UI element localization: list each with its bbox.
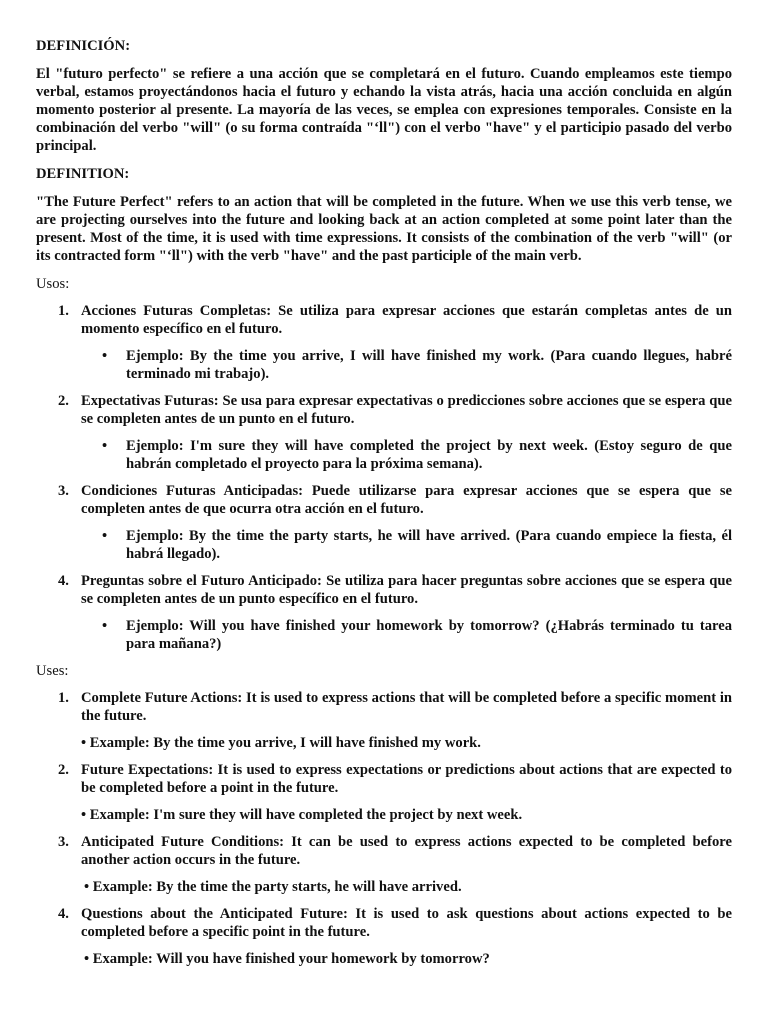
example-bullet — [81, 347, 732, 383]
list-number: 3. — [58, 483, 69, 499]
uses-item — [36, 689, 732, 752]
uses-item — [36, 833, 732, 896]
example-text: Ejemplo: I'm sure they will have completed the project by next week. (Estoy seguro de que habrán completado el proyecto para la próxima semana). — [126, 438, 732, 472]
list-number: 4. — [58, 573, 69, 589]
bullet-icon: • — [102, 528, 108, 544]
example-text: Ejemplo: By the time the party starts, he will have arrived. (Para cuando empiece la fiesta, él habrá llegado). — [126, 528, 732, 562]
example-text: • Example: By the time you arrive, I will have finished my work. — [81, 735, 481, 751]
list-number: 2. — [58, 393, 69, 409]
list-number: 1. — [58, 690, 69, 706]
list-number: 4. — [58, 906, 69, 922]
example-text: • Example: I'm sure they will have completed the project by next week. — [81, 807, 523, 823]
uses-item — [36, 905, 732, 968]
usos-list — [36, 302, 732, 653]
uses-item — [36, 761, 732, 824]
uses-item-text: Anticipated Future Conditions: It can be used to express actions expected to be completed before another action occurs in the future. — [81, 834, 732, 868]
example-text: Ejemplo: By the time you arrive, I will have finished my work. (Para cuando llegues, habré terminado mi trabajo). — [126, 348, 732, 382]
usos-item — [36, 392, 732, 473]
usos-item-text: Condiciones Futuras Anticipadas: Puede utilizarse para expresar acciones que se espera que se completen antes de que ocurra otra acción en el futuro. — [81, 483, 732, 517]
bullet-icon: • — [102, 438, 108, 454]
example-bullet — [81, 527, 732, 563]
usos-item-text: Preguntas sobre el Futuro Anticipado: Se utiliza para hacer preguntas sobre acciones que se espera que se completen antes de un punto específico en el futuro. — [81, 573, 732, 607]
example-text: • Example: By the time the party starts, he will have arrived. — [84, 879, 462, 895]
bullet-icon: • — [102, 618, 108, 634]
uses-item-text: Complete Future Actions: It is used to express actions that will be completed before a specific moment in the future. — [81, 690, 732, 724]
definition-text-es: El "futuro perfecto" se refiere a una acción que se completará en el futuro. Cuando empleamos este tiempo verbal, estamos proyectándonos hacia el futuro y echando la vista atrás, hacia una acción concluida en algún momento posterior al presente. La mayoría de las veces, se emplea con expresiones temporales. Consiste en la combinación del verbo "will" (o su forma contraída "‘ll") con el verbo "have" y el participio pasado del verbo principal. — [36, 66, 732, 154]
uses-item-text: Future Expectations: It is used to express expectations or predictions about actions that are expected to be completed before a point in the future. — [81, 762, 732, 796]
usos-item-text: Acciones Futuras Completas: Se utiliza para expresar acciones que estarán completas antes de un momento específico en el futuro. — [81, 303, 732, 337]
uses-item-text: Questions about the Anticipated Future: It is used to ask questions about actions expected to be completed before a specific point in the future. — [81, 906, 732, 940]
example-text: Ejemplo: Will you have finished your homework by tomorrow? (¿Habrás terminado tu tarea para mañana?) — [126, 618, 732, 652]
definition-heading-es: DEFINICIÓN: — [36, 38, 131, 54]
uses-label: Uses: — [36, 663, 69, 679]
example-bullet — [81, 617, 732, 653]
definition-heading-en: DEFINITION: — [36, 166, 130, 182]
usos-item — [36, 302, 732, 383]
usos-item-text: Expectativas Futuras: Se usa para expresar expectativas o predicciones sobre acciones que se espera que se completen antes de un punto en el futuro. — [81, 393, 732, 427]
usos-item — [36, 482, 732, 563]
usos-item — [36, 572, 732, 653]
example-bullet — [81, 437, 732, 473]
list-number: 3. — [58, 834, 69, 850]
uses-list — [36, 689, 732, 968]
example-text: • Example: Will you have finished your homework by tomorrow? — [84, 951, 490, 967]
definition-text-en: "The Future Perfect" refers to an action that will be completed in the future. When we use this verb tense, we are projecting ourselves into the future and looking back at an action completed at some point later than the present. Most of the time, it is used with time expressions. It consists of the combination of the verb "will" (or its contracted form "‘ll") with the verb "have" and the past participle of the main verb. — [36, 194, 732, 264]
bullet-icon: • — [102, 348, 108, 364]
list-number: 2. — [58, 762, 69, 778]
list-number: 1. — [58, 303, 69, 319]
usos-label: Usos: — [36, 276, 70, 292]
